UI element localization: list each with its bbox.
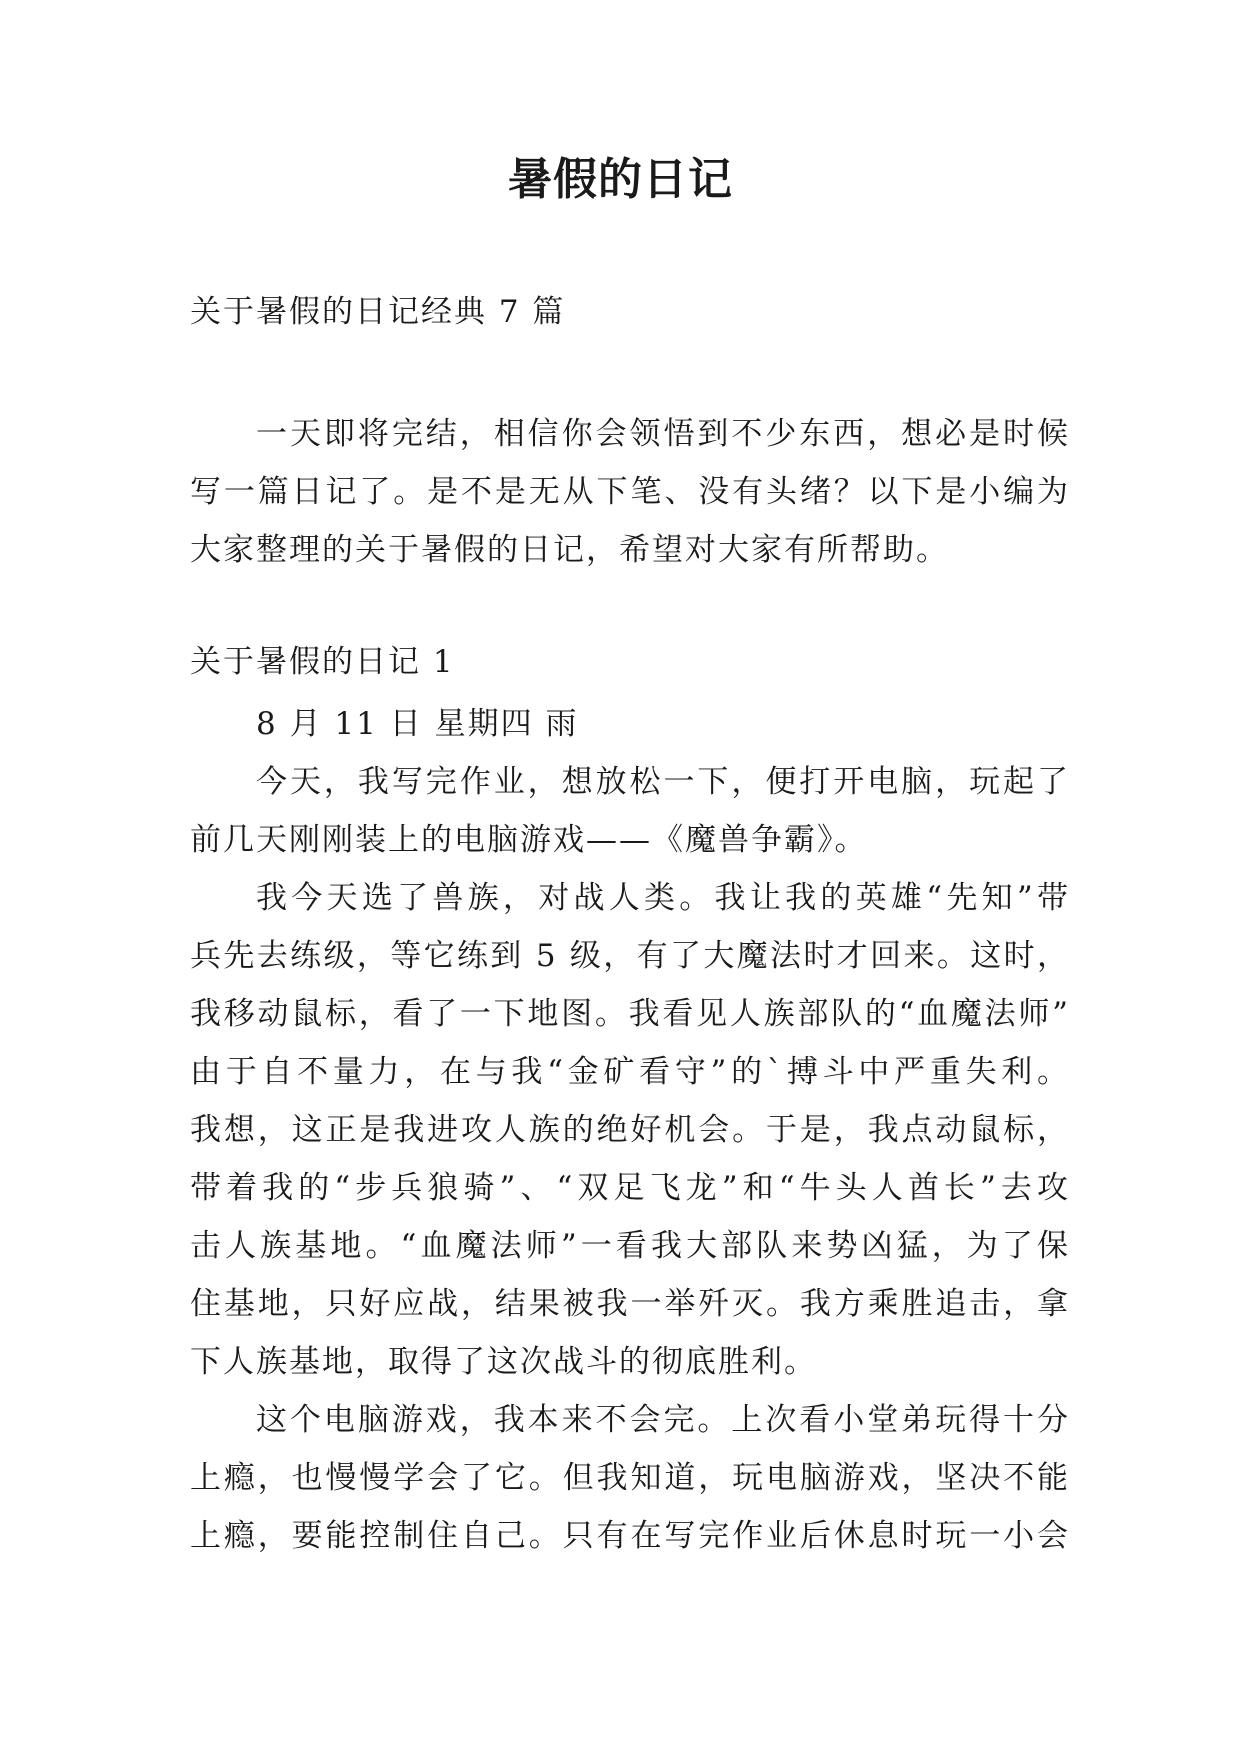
intro-line: 大家整理的关于暑假的日记，希望对大家有所帮助。	[190, 532, 949, 568]
intro-paragraph	[190, 405, 1070, 579]
body-line: 今天，我写完作业，想放松一下，便打开电脑，玩起了	[256, 764, 1070, 800]
diary-date-line: 8 月 11 日 星期四 雨	[256, 706, 579, 742]
section-title: 关于暑假的日记 1	[190, 644, 455, 680]
body-line: 带着我的“步兵狼骑”、“双足飞龙”和“牛头人酋长”去攻	[190, 1170, 1070, 1206]
body-line: 我想，这正是我进攻人族的绝好机会。于是，我点动鼠标，	[190, 1112, 1070, 1148]
intro-line: 一天即将完结，相信你会领悟到不少东西，想必是时候	[256, 416, 1070, 452]
body-line: 上瘾，也慢慢学会了它。但我知道，玩电脑游戏，坚决不能	[190, 1460, 1070, 1496]
body-line: 兵先去练级，等它练到 5 级，有了大魔法时才回来。这时，	[190, 938, 1070, 974]
document-subtitle: 关于暑假的日记经典 7 篇	[190, 294, 566, 330]
body-line: 上瘾，要能控制住自己。只有在写完作业后休息时玩一小会	[190, 1518, 1070, 1554]
body-line: 我今天选了兽族，对战人类。我让我的英雄“先知”带	[256, 880, 1070, 916]
body-line: 住基地，只好应战，结果被我一举歼灭。我方乘胜追击，拿	[190, 1286, 1070, 1322]
diary-body	[190, 695, 1070, 1565]
document-title: 暑假的日记	[508, 154, 733, 205]
body-line: 由于自不量力，在与我“金矿看守”的`搏斗中严重失利。	[190, 1054, 1070, 1090]
body-line: 击人族基地。“血魔法师”一看我大部队来势凶猛，为了保	[190, 1228, 1070, 1264]
body-line: 我移动鼠标，看了一下地图。我看见人族部队的“血魔法师”	[190, 996, 1070, 1032]
intro-line: 写一篇日记了。是不是无从下笔、没有头绪？以下是小编为	[190, 474, 1070, 510]
body-line: 下人族基地，取得了这次战斗的彻底胜利。	[190, 1344, 817, 1380]
body-line: 这个电脑游戏，我本来不会完。上次看小堂弟玩得十分	[256, 1402, 1070, 1438]
body-line: 前几天刚刚装上的电脑游戏——《魔兽争霸》。	[190, 822, 868, 858]
